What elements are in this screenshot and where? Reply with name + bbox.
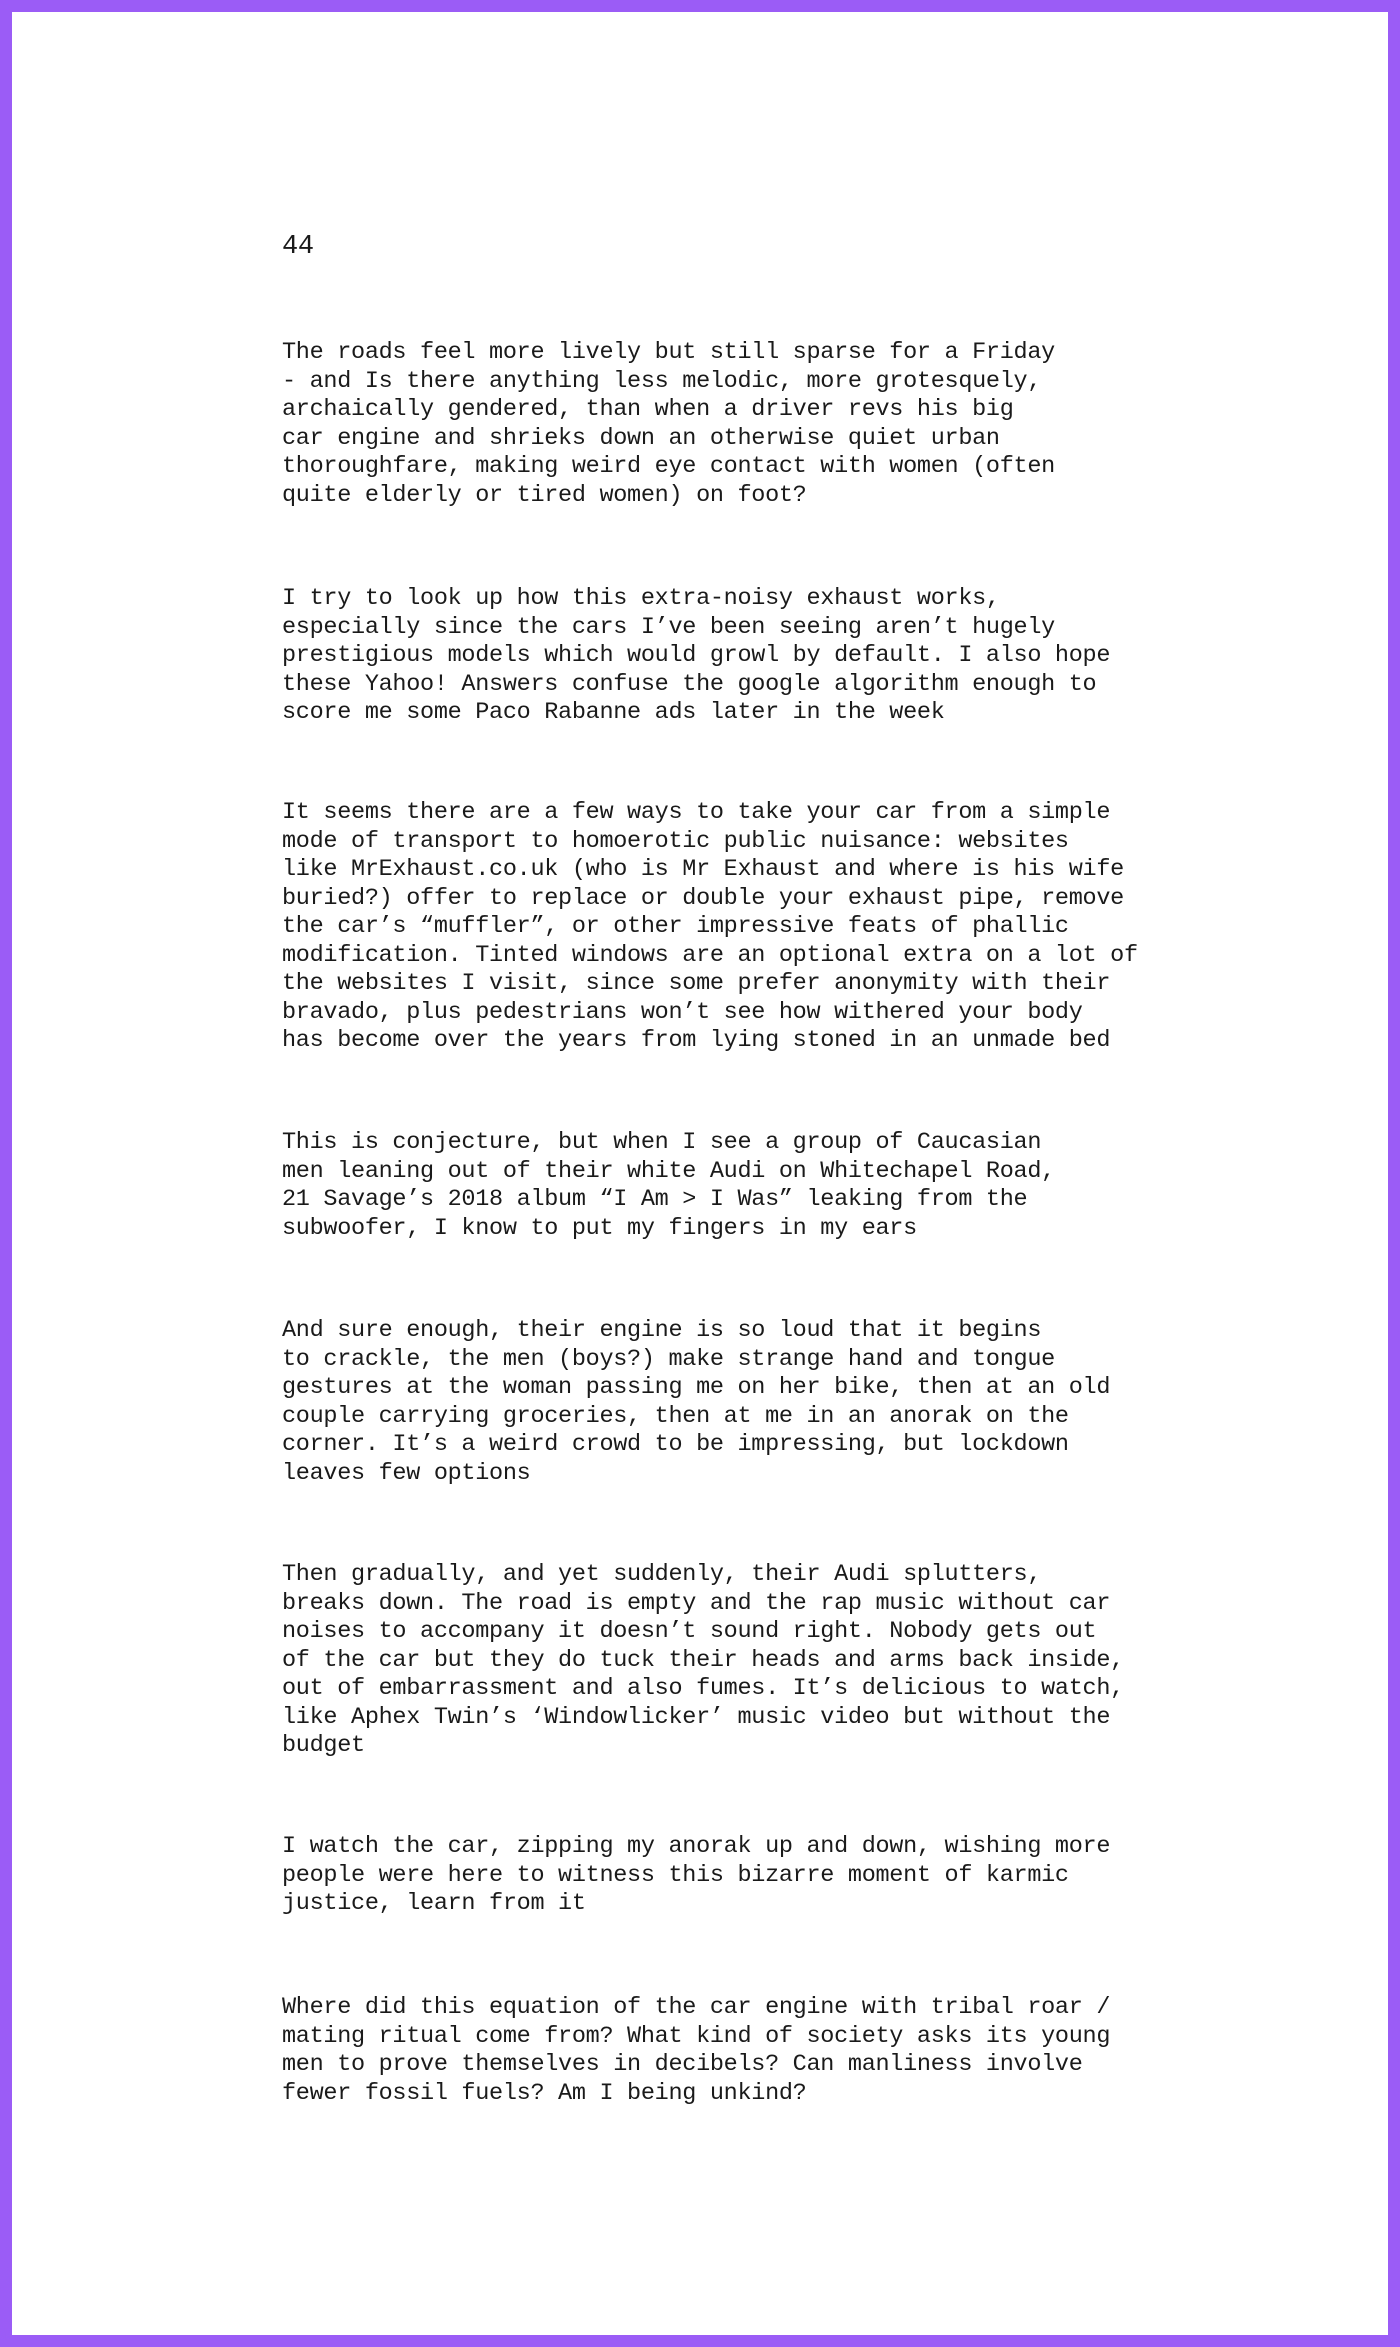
page-number: 44 (282, 232, 314, 262)
paragraph-engine-crackle: And sure enough, their engine is so loud that it begins to crackle, the men (boys?) make strange hand and tongue gestures at the woman passing me on her bike, then at an old couple carrying groceries, then at me in an anorak on the corner. It’s a weird crowd to be impressing, but lockdown leaves few options (282, 1317, 1111, 1487)
paragraph-conjecture: This is conjecture, but when I see a group of Caucasian men leaning out of their white Audi on Whitechapel Road, 21 Savage’s 2018 album “I Am > I Was” leaking from the subwoofer, I know to put my fingers in my ears (282, 1129, 1055, 1242)
paragraph-breakdown: Then gradually, and yet suddenly, their Audi splutters, breaks down. The road is empty and the rap music without car noises to accompany it doesn’t sound right. Nobody gets out of the car but they do tuck their heads and arms back inside, out of embarrassment and also fumes. It’s delicious to watch, like Aphex Twin’s ‘Windowlicker’ music video but without the budget (282, 1561, 1124, 1759)
paragraph-watch-car: I watch the car, zipping my anorak up and down, wishing more people were here to witness this bizarre moment of karmic justice, learn from it (282, 1833, 1111, 1917)
paragraph-roads: The roads feel more lively but still sparse for a Friday - and Is there anything less melodic, more grotesquely, archaically gendered, than when a driver revs his big car engine and shrieks down an otherwise quiet urban thoroughfare, making weird eye contact with women (often quite elderly or tired women) on foot? (282, 339, 1055, 509)
paragraph-exhaust-lookup: I try to look up how this extra-noisy exhaust works, especially since the cars I’ve been seeing aren’t hugely prestigious models which would growl by default. I also hope these Yahoo! Answers confuse the google algorithm enough to score me some Paco Rabanne ads later in the week (282, 585, 1111, 726)
paragraph-modification: It seems there are a few ways to take your car from a simple mode of transport to homoerotic public nuisance: websites like MrExhaust.co.uk (who is Mr Exhaust and where is his wife buried?) offer to replace or double your exhaust pipe, remove the car’s “muffler”, or other impressive feats of phallic modification. Tinted windows are an optional extra on a lot of the websites I visit, since some prefer anonymity with their bravado, plus pedestrians won’t see how withered your body has become over the years from lying stoned in an unmade bed (282, 799, 1138, 1054)
paragraph-questions: Where did this equation of the car engine with tribal roar / mating ritual come from? What kind of society asks its young men to prove themselves in decibels? Can manliness involve fewer fossil fuels? Am I being unkind? (282, 1994, 1111, 2107)
